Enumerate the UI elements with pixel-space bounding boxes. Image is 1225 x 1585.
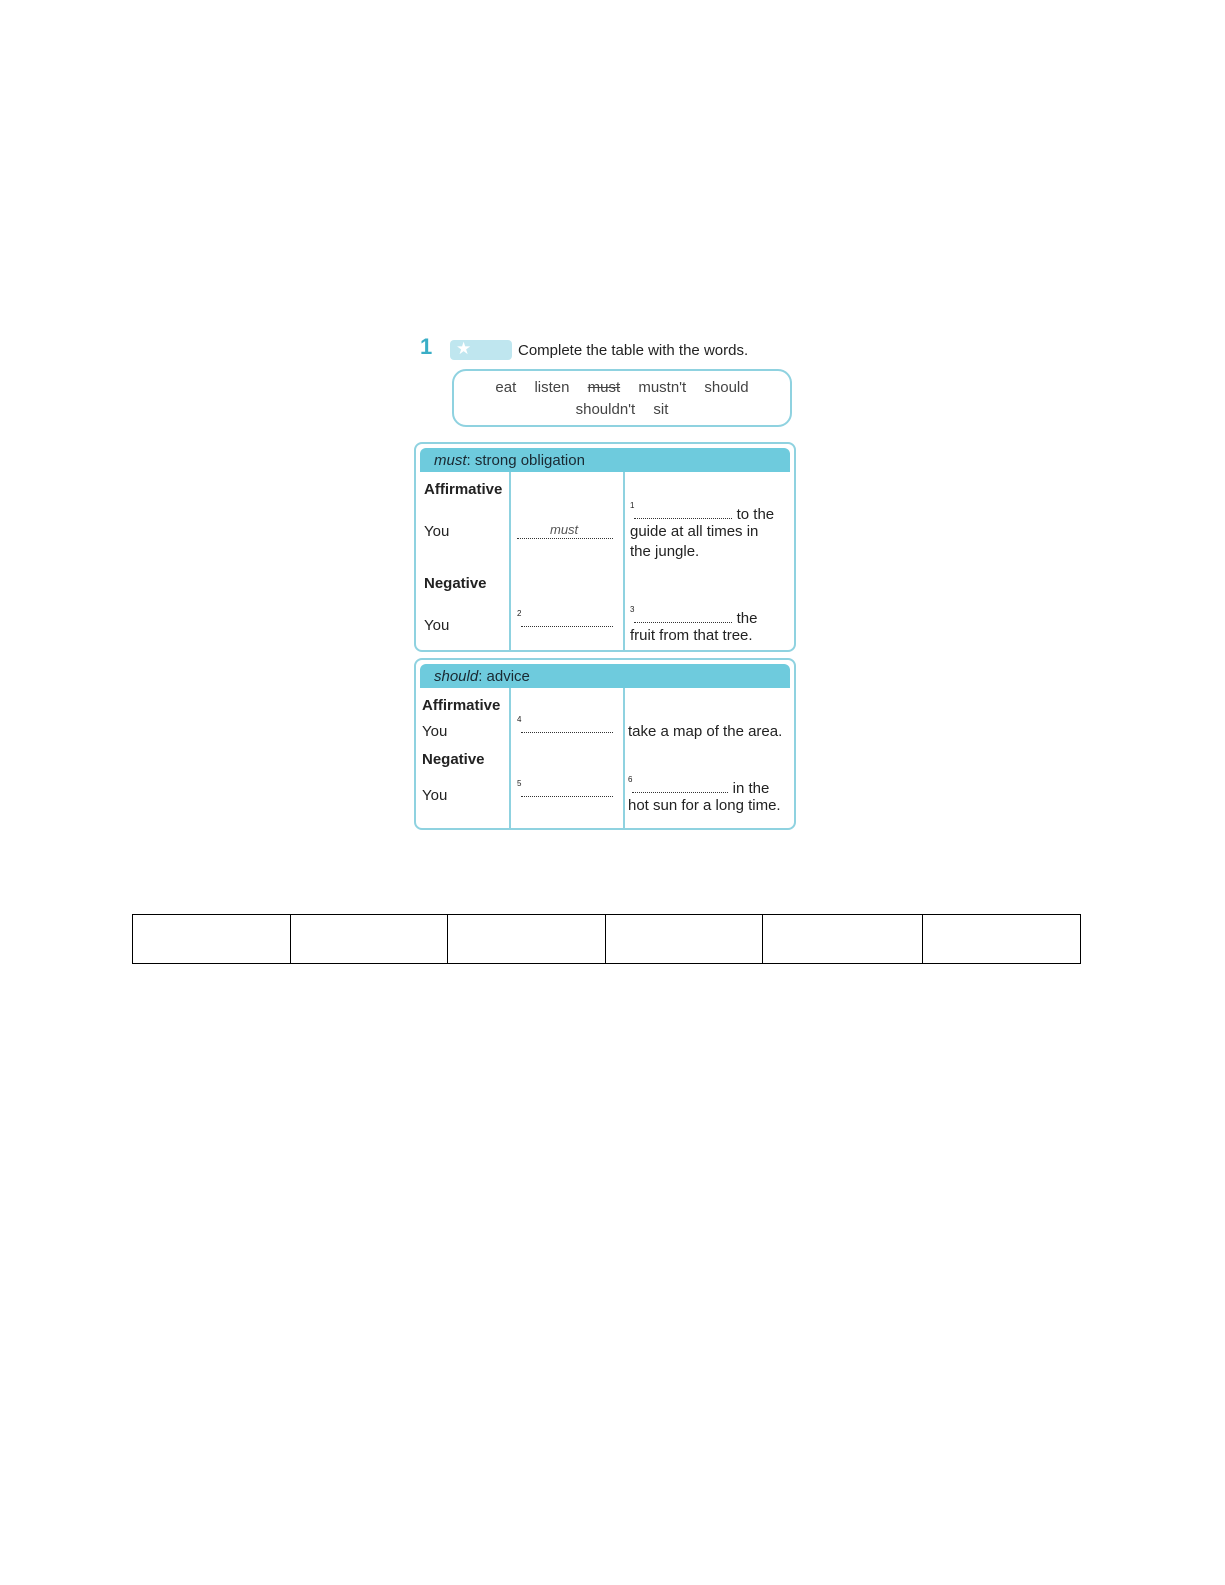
blank-3[interactable]	[634, 606, 732, 623]
word-shouldnt: shouldn't	[575, 401, 636, 418]
sentence-1: $^1$ to the	[630, 501, 775, 523]
affirmative-label: Affirmative	[424, 481, 503, 498]
sentence-6-line-2: hot sun for a long time.	[628, 797, 781, 814]
sentence-3: $^3$ the	[630, 605, 758, 627]
blank-2[interactable]: 2	[517, 610, 613, 633]
exercise-header	[412, 330, 808, 370]
word-listen: listen	[534, 379, 570, 396]
must-table-header	[420, 448, 790, 472]
answer-cell-4[interactable]	[605, 915, 763, 964]
negative-label: Negative	[424, 575, 487, 592]
answer-row	[133, 915, 1081, 964]
column-divider	[623, 688, 625, 828]
word-sit: sit	[653, 401, 669, 418]
negative-subject: You	[424, 617, 450, 634]
word-bank-line-2	[454, 401, 790, 418]
blank-5[interactable]: 5	[517, 780, 613, 803]
sentence-4: take a map of the area.	[628, 723, 783, 740]
blank-6[interactable]	[632, 776, 728, 793]
answer-cell-5[interactable]	[763, 915, 923, 964]
affirmative-subject: You	[422, 723, 448, 740]
word-must-struck: must	[587, 379, 621, 396]
blank-4[interactable]: 4	[517, 716, 613, 739]
sentence-6: $^6$ in the	[628, 775, 770, 797]
sentence-3-line-2: fruit from that tree.	[630, 627, 753, 644]
should-table-header	[420, 664, 790, 688]
negative-label: Negative	[422, 751, 485, 768]
blank-1[interactable]	[634, 502, 732, 519]
exercise-number: 1	[420, 334, 433, 359]
difficulty-badge	[450, 340, 512, 360]
affirmative-label: Affirmative	[422, 697, 501, 714]
word-bank	[452, 369, 792, 427]
star-icon: ★	[456, 339, 472, 358]
affirmative-subject: You	[424, 523, 450, 540]
should-table-title: should: advice	[434, 668, 530, 685]
example-answer-must: must	[550, 522, 579, 537]
sentence-1-line-2: guide at all times in	[630, 523, 759, 540]
negative-subject: You	[422, 787, 448, 804]
answer-cell-2[interactable]	[290, 915, 448, 964]
sentence-1-line-3: the jungle.	[630, 543, 700, 560]
word-mustnt: mustn't	[638, 379, 687, 396]
answer-table	[132, 914, 1081, 964]
word-should: should	[704, 379, 749, 396]
should-table	[414, 658, 796, 830]
word-eat: eat	[495, 379, 517, 396]
answer-cell-3[interactable]	[448, 915, 606, 964]
column-divider	[509, 472, 511, 650]
answer-cell-1[interactable]	[133, 915, 291, 964]
exercise-instruction: Complete the table with the words.	[518, 342, 749, 359]
answer-cell-6[interactable]	[923, 915, 1081, 964]
must-table	[414, 442, 796, 652]
exercise-image	[412, 330, 808, 860]
must-table-title: must: strong obligation	[434, 452, 585, 469]
word-bank-line-1	[454, 379, 790, 396]
column-divider	[509, 688, 511, 828]
column-divider	[623, 472, 625, 650]
